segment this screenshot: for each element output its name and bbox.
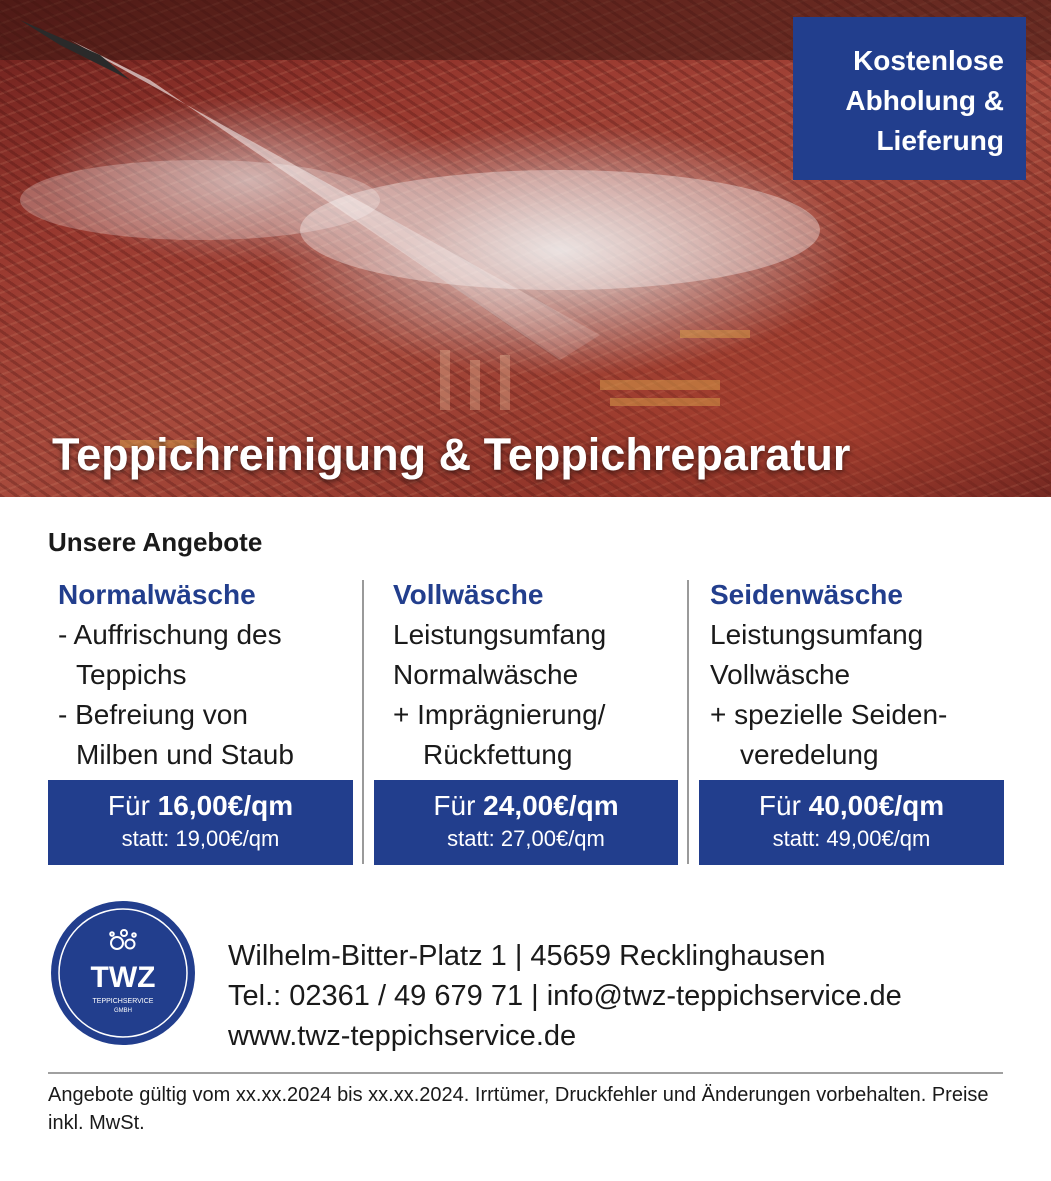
logo-wordmark: TWZ (90, 961, 156, 994)
price-box-vollwaesche (374, 780, 678, 865)
price-prefix: Für (433, 790, 484, 821)
offer-line: Teppichs (76, 659, 187, 690)
price-prefix: Für (107, 790, 158, 821)
price-value: 40,00€/qm (808, 790, 945, 821)
price-value: 16,00€/qm (157, 790, 294, 821)
offers-heading: Unsere Angebote (48, 527, 263, 557)
offer-title: Vollwäsche (393, 579, 544, 610)
price-current (374, 788, 678, 824)
offer-normalwaesche (58, 575, 294, 775)
offer-line: Normalwäsche (393, 659, 579, 690)
offer-line: veredelung (740, 739, 879, 770)
price-value: 24,00€/qm (483, 790, 619, 821)
offer-vollwaesche (393, 575, 606, 775)
price-current (699, 788, 1004, 824)
footer-disclaimer: Angebote gültig vom xx.xx.2024 bis xx.xx.2024. Irrtümer, Druckfehler und Änderungen vorbehalten. Preise inkl. MwSt. (48, 1084, 989, 1134)
contact-website[interactable]: www.twz-teppichservice.de (228, 1020, 577, 1052)
price-current (48, 788, 353, 824)
price-box-normalwaesche (48, 780, 353, 865)
logo-subline: TEPPICHSERVICE (92, 998, 154, 1005)
column-divider (687, 580, 689, 864)
offer-line: + Imprägnierung/ (393, 699, 606, 730)
badge-line: Lieferung (876, 125, 1004, 156)
offer-line: Milben und Staub (76, 739, 294, 770)
offer-line: - Auffrischung des (58, 619, 282, 650)
free-pickup-badge (793, 17, 1026, 180)
price-box-seidenwaesche (699, 780, 1004, 865)
contact-block (228, 936, 902, 1056)
badge-line: Abholung & (845, 85, 1004, 116)
price-old: statt: 19,00€/qm (121, 826, 280, 851)
offer-line: Vollwäsche (710, 659, 851, 690)
badge-line: Kostenlose (853, 45, 1004, 76)
offer-line: Leistungsumfang (393, 619, 607, 650)
column-divider (362, 580, 364, 864)
contact-address: Wilhelm-Bitter-Platz 1 | 45659 Recklinghausen (228, 940, 826, 972)
twz-logo (50, 900, 196, 1046)
offer-line: Leistungsumfang (710, 619, 924, 650)
hero-image (0, 0, 1051, 497)
price-prefix: Für (758, 790, 809, 821)
offer-seidenwaesche (710, 575, 947, 775)
offer-line: + spezielle Seiden- (710, 699, 948, 730)
price-old: statt: 49,00€/qm (772, 826, 931, 851)
contact-phone-email[interactable]: Tel.: 02361 / 49 679 71 | info@twz-teppichservice.de (228, 980, 902, 1012)
offer-title: Normalwäsche (58, 579, 256, 610)
offer-line: Rückfettung (423, 739, 573, 770)
hero-title: Teppichreinigung & Teppichreparatur (52, 429, 851, 480)
price-old: statt: 27,00€/qm (447, 826, 605, 851)
offer-title: Seidenwäsche (710, 579, 903, 610)
footer-divider (48, 1072, 1003, 1074)
offer-line: - Befreiung von (58, 699, 248, 730)
logo-subline: GMBH (114, 1008, 132, 1014)
